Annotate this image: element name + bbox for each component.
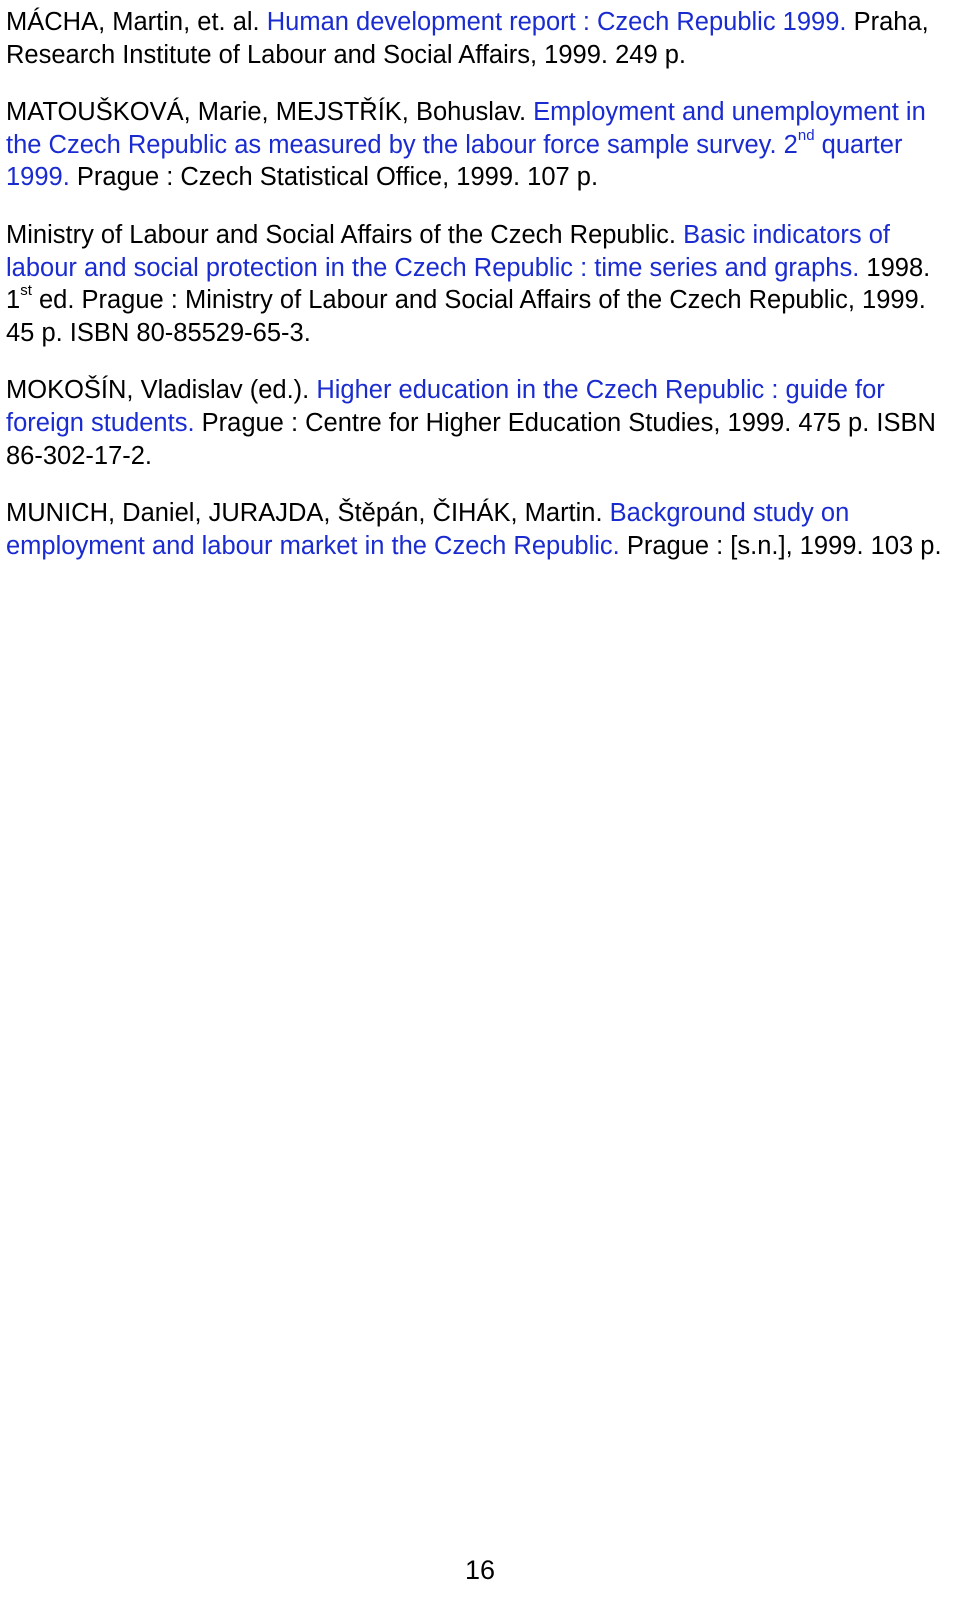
ordinal-suffix: nd xyxy=(797,126,815,144)
reference-title[interactable]: Human development report : Czech Republic 1999. xyxy=(266,8,847,36)
reference-title[interactable]: Background study on employment and labour market in the Czech Republic. xyxy=(6,499,850,560)
reference-title-part: Employment and unemployment in the Czech Republic as measured by the labour force sample survey. 2 xyxy=(6,98,926,159)
reference-entry xyxy=(6,96,950,194)
reference-publication: Prague : Centre for Higher Education Studies, 1999. 475 p. ISBN 86-302-17-2. xyxy=(6,408,936,470)
reference-authors: Ministry of Labour and Social Affairs of the Czech Republic. xyxy=(6,220,676,249)
reference-authors: MÁCHA, Martin, et. al. xyxy=(6,8,260,36)
reference-publication: Prague : Czech Statistical Office, 1999. 107 p. xyxy=(76,163,599,192)
reference-title[interactable]: Basic indicators of labour and social protection in the Czech Republic : time series and graphs. xyxy=(6,220,890,282)
reference-entry xyxy=(6,497,950,562)
reference-authors: MUNICH, Daniel, JURAJDA, Štěpán, ČIHÁK, Martin. xyxy=(6,499,603,528)
reference-publication: Prague : [s.n.], 1999. 103 p. xyxy=(626,531,942,560)
reference-title[interactable]: Higher education in the Czech Republic : guide for foreign students. xyxy=(6,376,885,437)
ordinal-suffix: st xyxy=(20,282,32,300)
reference-publication-part: ed. Prague : Ministry of Labour and Social Affairs of the Czech Republic, 1999. 45 p. ISBN 80-85529-65-3. xyxy=(6,286,926,347)
page-number: 16 xyxy=(464,1555,496,1585)
reference-publication: Praha, Research Institute of Labour and Social Affairs, 1999. 249 p. xyxy=(6,8,929,69)
reference-publication-part: 1998. 1 xyxy=(6,253,931,315)
reference-list xyxy=(6,6,950,587)
reference-entry xyxy=(6,6,950,71)
reference-entry xyxy=(6,374,950,472)
reference-authors: MOKOŠÍN, Vladislav (ed.). xyxy=(6,376,310,405)
reference-entry xyxy=(6,219,950,349)
reference-authors: MATOUŠKOVÁ, Marie, MEJSTŘÍK, Bohuslav. xyxy=(6,98,527,127)
reference-title-part: quarter 1999. xyxy=(6,130,903,192)
